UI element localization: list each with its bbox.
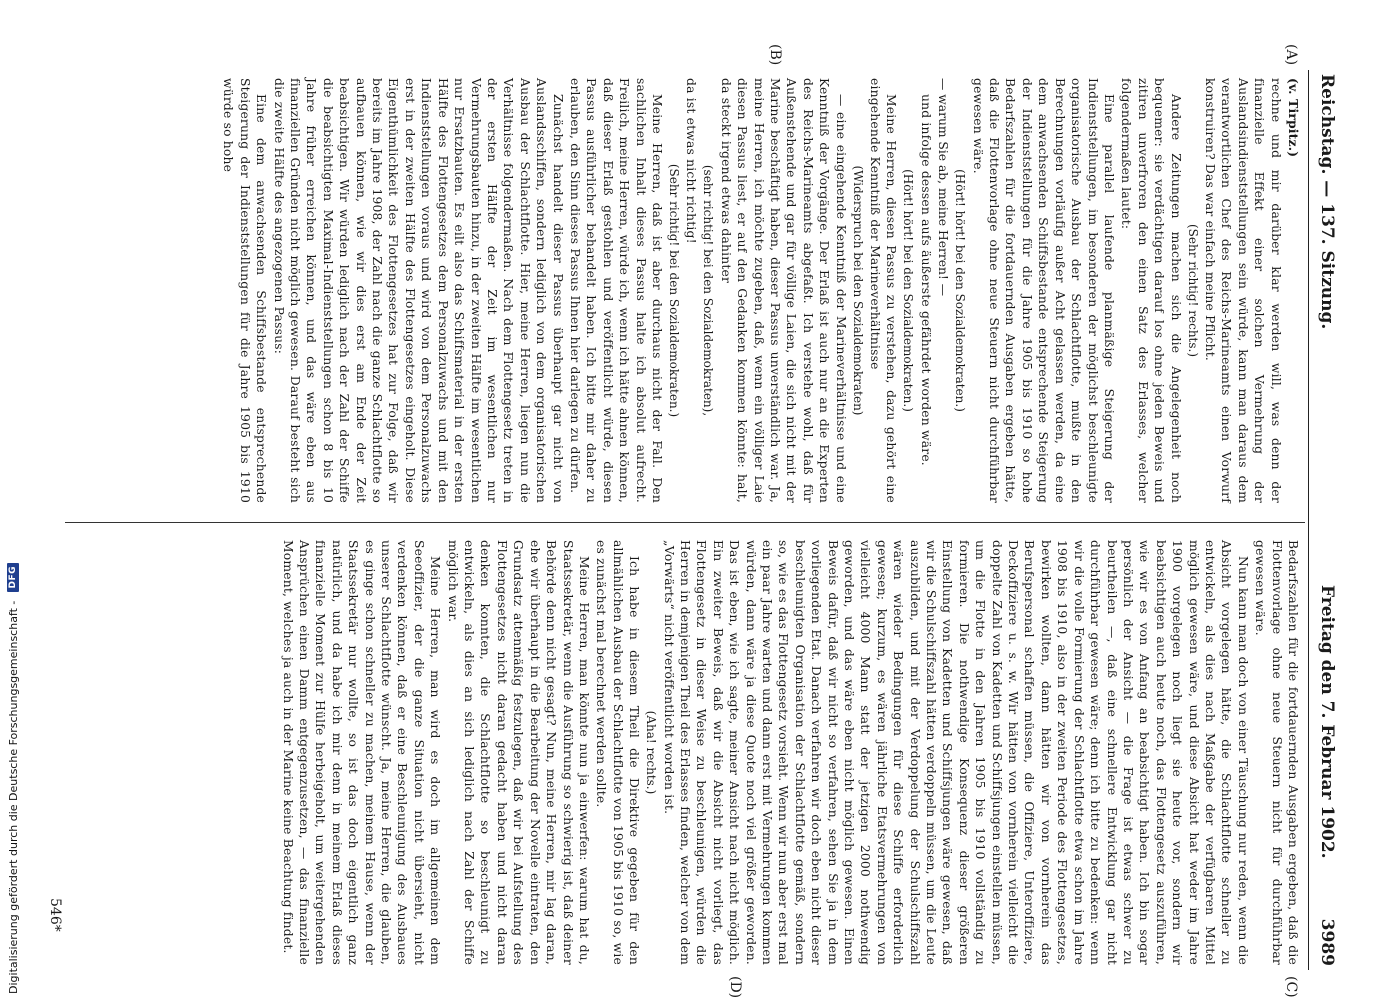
paragraph: Meine Herren, man wird es doch im allgemeinen dem Seeoffizier, der die ganze Situation nicht übersieht, nicht verdenken können, daß er eine Beschleunigung des Ausbaues unserer Schlachtflotte wünscht. Ja, meine Herren, die glauben, es ginge schon schneller zu machen, meinem Hause, wenn der Staatssekretär nur wollte, so ist das doch eigentlich ganz natürlich, und da habe ich mir denn in meinem Erlaß dieses finanzielle Moment zur Hülfe herbeigeholt, um weitergehenden Ansprüchen einen Damm entgegenzusetzen, — das finanzielle Moment, welches ja auch in der Marine keine Beachtung findet.	[280, 540, 443, 965]
margin-letter-c: (C)	[1283, 976, 1299, 998]
paragraph: Ich habe in diesem Theil die Direktive gegeben für den allmählichen Ausbau der Schlachtflotte von 1905 bis 1910 so, wie es zunächst mal berechnet werden sollte.	[594, 540, 642, 965]
paragraph: Zunächst handelt dieser Passus überhaupt gar nicht von Auslandsschiffen, sondern lediglich von dem organisatorischen Ausbau der Schlachtflotte. Hier, meine Herren, liegen nun die Verhältnisse folgendermaßen. Nach dem Flottengesetz treten in der ersten Hälfte der Zeit im wesentlichen nur Vermehrungsbauten hinzu, in der zweiten Hälfte im wesentlichen nur Ersatzbauten. Es eilt also das Schiffsmaterial in der ersten Hälfte des Flottengesetzes dem Personalzuwachs und mit den Indienststellungen voraus und wird von dem Personalzuwachs erst in der zweiten Hälfte des Flottengesetzes eingeholt. Diese Eigenthümlichkeit des Flottengesetzes hat zur Folge, daß wir bereits im Jahre 1908, der Zahl nach die ganze Schlachtflotte so aufbauen können, wie wir dies erst am Ende der Zeit beabsichtigen. Wir würden lediglich nach der Zahl der Schiffe die beabsichtigten Maximal-Indienststellungen schon 8 bis 10 Jahre früher erreichen können, und das wäre eben aus finanziellen Gründen nicht möglich gewesen. Darauf besteht sich die zweite Hälfte des angezogenen Passus:	[271, 78, 565, 503]
paragraph: da ist etwas nicht richtig!	[684, 78, 699, 244]
dfg-logo: DFG	[7, 563, 19, 592]
interjection: (Hört! hört! bei den Sozialdemokraten.)	[953, 169, 968, 412]
column-divider	[65, 522, 1305, 523]
header-right: Freitag den 7. Februar 1902.	[1317, 585, 1337, 859]
speaker-label: (v. Tirpitz.)	[1286, 78, 1301, 158]
header-left: Reichstag. — 137. Sitzung.	[1317, 74, 1337, 330]
paragraph: — warum Sie ab, meine Herren! —	[936, 78, 951, 297]
right-column	[278, 540, 1301, 965]
paragraph: Meine Herren, daß ist aber durchaus nicht der Fall. Den sachlichen Inhalt dieses Passus halte ich absolut aufrecht. Freilich, meine Herren, würde ich, wenn ich hätte ahnen können, daß dieser Erlaß gestohlen und veröffentlicht würde, diesen Passus ausführlicher behandelt haben. Ich bitte mir daher zu erlauben, den Sinn dieses Passus Ihnen hier darlegen zu dürfen.	[567, 78, 664, 503]
margin-letter-b: (B)	[767, 44, 783, 66]
paragraph: und infolge dessen aufs äußerste gefährdet worden wäre.	[918, 94, 933, 466]
left-column	[219, 78, 1301, 503]
paragraph: Meine Herren, man könnte nun ja einwerfen: warum hat du, Staatssekretär, wenn die Ausführung so schwierig ist, daß deiner Behörde denn nicht gesagt? Nun, meine Herren, mir lag daran, ehe wir überhaupt in die Bearbeitung der Novelle eintraten, den Grundsatz attenmäßig festzulegen, daß wir bei Aufstellung des Flottengesetzes nicht daran gedacht haben und nicht daran denken konnten, die Schlachtflotte so beschleunigt zu entwickeln, als dies an sich lediglich nach Zahl der Schiffe möglich war.	[445, 540, 591, 965]
paragraph: — eine eingehende Kenntniß der Marineverhältnisse und eine Kenntniß der Vorgänge. Der Erlaß ist auch nur an die Experten des Reichs-Marineamts abgefaßt. Ich verstehe wohl, daß für Außenstehende und gar für völlige Laien, die sich nicht mit der Marine beschäftigt haben, dieser Passus unverständlich war. Ja, meine Herren, ich möchte zugeben, daß, wenn ein völliger Laie diesen Passus liest, er auf den Gedanken kommen könnte: halt, da steckt irgend etwas dahinter	[718, 78, 848, 503]
credit-strip	[0, 0, 20, 1000]
paragraph: Meine Herren, diesen Passus zu verstehen, dazu gehört eine eingehende Kenntniß der Marineverhältnisse	[868, 78, 899, 503]
interjection: (Sehr richtig! bei den Sozialdemokraten.)	[667, 163, 681, 418]
interjection: (Hört! hört! bei den Sozialdemokraten.)	[901, 169, 916, 412]
page-number: 3989	[1317, 918, 1337, 966]
interjection: (Sehr richtig! rechts.)	[1185, 223, 1200, 358]
margin-letter-a: (A)	[1283, 44, 1299, 66]
page-header	[1308, 70, 1343, 970]
paragraph: rechne und mir darüber klar werden will, was denn der finanzielle Effekt einer solchen Vermehrung der Auslandsindienststellungen sein würde, kann man daraus dem verantwortlichen Chef des Reichs-Marineamts einen Vorwurf konstruiren? Das war einfach meine Pflicht.	[1202, 78, 1283, 503]
margin-letter-d: (D)	[727, 976, 743, 999]
paragraph: Nun kann man doch von einer Täuschung nur reden, wenn die Absicht vorgelegen hätte, die Schlachtflotte schneller zu entwickeln, als dies nach Maßgabe der verfügbaren Mittel möglich gewesen wäre, und diese Absicht hat weder im Jahre 1900 vorgelegen noch liegt sie heute vor, sondern wir beabsichtigen auch heute noch, das Flottengesetz auszuführen, wie wir es von Anfang an beabsichtigt haben. Ich bin sogar persönlich der Ansicht — die Frage ist etwas schwer zu beurtheilen —, daß eine schnellere Entwicklung gar nicht durchführbar gewesen wäre; denn ich bitte zu bedenken: wenn wir die volle Formierung der Schlachtflotte etwa schon im Jahre 1908 bis 1910, also in der zweiten Periode des Flottengesetzes, bewirken wollten, dann hätten wir von vornherein das Berufspersonal schaffen müssen, die Offiziere, Unteroffiziere, Deckoffiziere u. s. w. Wir hätten von vornherein vielleicht die doppelte Zahl von Kadetten und Schiffsjungen einstellen müssen, um die Flotte in den Jahren 1905 bis 1910 vollständig zu formieren. Die nothwendige Konsequenz dieser größeren Einstellung von Kadetten und Schiffsjungen wäre gewesen, daß wir die Schulschiffszahl hätten verdoppeln müssen, um die Leute auszubilden, und mit der Verdoppelung der Schulschiffszahl wären wieder Bedingungen für diese Schiffe erforderlich gewesen; kurzum, es wären jährliche Etatsvermehrungen von vielleicht 4000 Mann statt der jetzigen 2000 nothwendig geworden, und das wäre eben nicht möglich gewesen. Einen Beweis dafür, daß wir nicht so verfahren, sehen Sie ja in dem vorliegenden Etat. Danach verfahren wir doch eben nicht dieser beschleunigten Organisation der Schlachtflotte gemäß, sondern so, wie es das Flottengesetz vorsieht. Wenn wir nun aber erst mal ein paar Jahre warten und dann erst mit Vermehrungen kommen würden, dann wäre ja diese Quote noch viel größer geworden. Das ist eben, wie ich sagte, meiner Ansicht nach nicht möglich. Ein zweiter Beweis, daß wir die Absicht nicht vorliegt, das Flottengesetz in dieser Weise zu beschleunigen, würden die Herren in demjenigen Theil des Erlasses finden, welcher von dem „Vorwärts“ nicht veröffentlicht worden ist.	[661, 540, 1250, 965]
quoted-paragraph: Eine dem anwachsenden Schiffsbestande entsprechende Steigerung der Indienststellungen für die Jahre 1905 bis 1910 würde so hohe	[221, 78, 269, 503]
paragraph: Andere Zeitungen machen sich die Angelegenheit noch bequemer: sie verdächtigen darauf los ohne jeden Beweis und zitiren unverfroren den einen Satz des Erlasses, welcher folgendermaßen lautet:	[1119, 78, 1183, 503]
quoted-paragraph: Bedarfszahlen für die fortdauernden Ausgaben ergeben, daß die Flottenvorlage ohne neue Steuern nicht für durchführbar gewesen wäre.	[1253, 540, 1300, 965]
newspaper-page	[0, 44, 1383, 999]
interjection: (sehr richtig! bei den Sozialdemokraten),	[701, 164, 716, 417]
page-footer-number: 546*	[47, 898, 63, 932]
digitization-credit: Digitalisierung gefördert durch die Deutsche Forschungsgemeinschaft -	[7, 600, 20, 994]
interjection: (Widerspruch bei den Sozialdemokraten)	[850, 165, 865, 416]
quoted-paragraph: Eine parallel laufende planmäßige Steigerung der Indienststellungen, im besonderen der möglichst beschleunigte organisatorische Ausbau der Schlachtflotte, mußte in den Berechnungen vorläufig außer Acht gelassen werden, da eine dem anwachsenden Schiffsbestande entsprechende Steigerung der Indienststellungen für die Jahre 1905 bis 1910 so hohe Bedarfszahlen für die fortdauernden Ausgaben ergeben hätte, daß die Flottenvorlage ohne neue Steuern nicht durchführbar gewesen wäre.	[970, 78, 1116, 503]
interjection: (Aha! rechts.)	[644, 710, 659, 795]
